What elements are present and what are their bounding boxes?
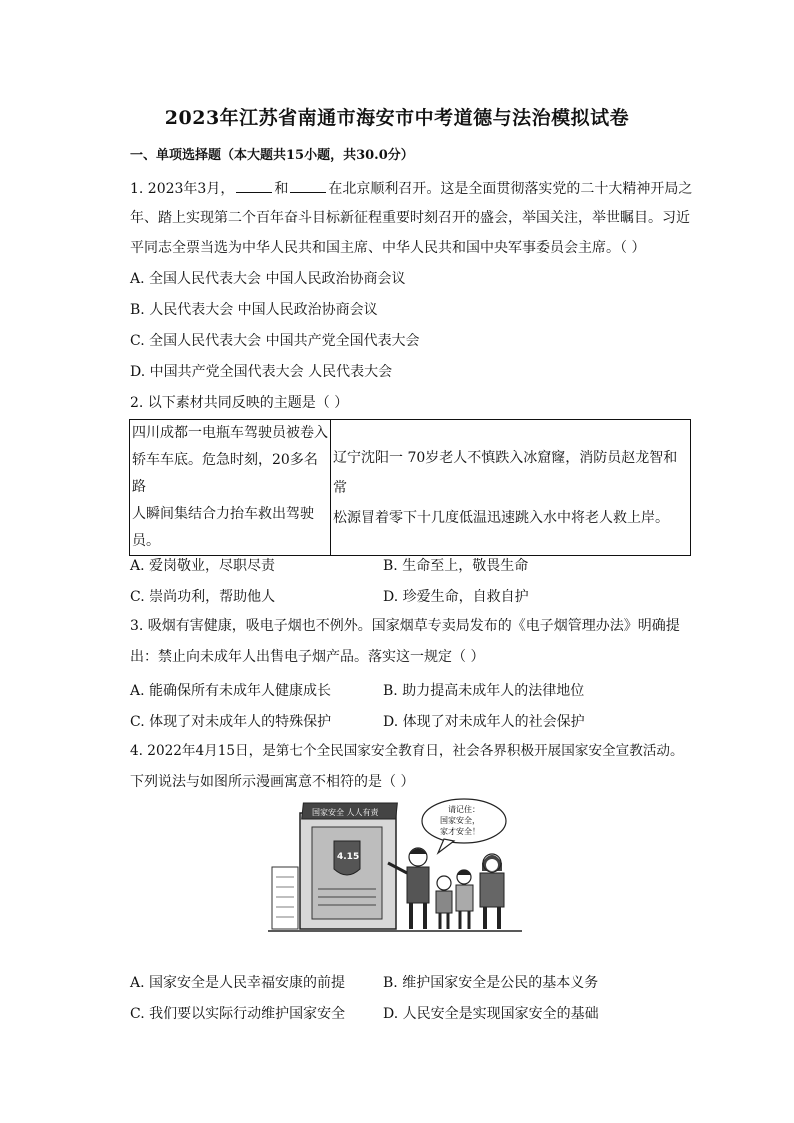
billboard-sign: 国家安全 人人有责	[312, 808, 379, 817]
page-title: 2023年江苏省南通市海安市中考道德与法治模拟试卷	[164, 107, 630, 129]
q1-text: 和	[274, 181, 289, 197]
answer-blank	[236, 178, 272, 193]
q1-text: 在北京顺利召开。这是全面贯彻落实党的二十大精神开局之	[328, 181, 693, 197]
answer-blank	[290, 178, 326, 193]
q4-option-a: A. 国家安全是人民幸福安康的前提	[130, 975, 346, 991]
q2-option-d: D. 珍爱生命，自救自护	[383, 589, 529, 605]
q2-stem: 2. 以下素材共同反映的主题是（ ）	[130, 395, 349, 411]
q3-option-a: A. 能确保所有未成年人健康成长	[130, 683, 332, 699]
q2-option-a: A. 爱岗敬业，尽职尽责	[130, 558, 276, 574]
q2-material-left	[130, 420, 331, 556]
material-text: 松源冒着零下十几度低温迅速跳入水中将老人救上岸。	[333, 509, 669, 526]
q4-option-b: B. 维护国家安全是公民的基本义务	[383, 975, 599, 991]
q4-option-c: C. 我们要以实际行动维护国家安全	[130, 1006, 346, 1022]
q4-option-d: D. 人民安全是实现国家安全的基础	[383, 1006, 599, 1022]
q1-line-1	[130, 178, 692, 199]
q1-line-3: 平同志全票当选为中华人民共和国主席、中华人民共和国中央军事委员会主席。（ ）	[130, 240, 646, 256]
q2-option-b: B. 生命至上，敬畏生命	[383, 558, 529, 574]
material-text: 人瞬间集结合力抬车救出驾驶员。	[132, 506, 314, 549]
billboard-date: 4.15	[337, 852, 360, 862]
q1-option-a: A. 全国人民代表大会 中国人民政治协商会议	[130, 271, 406, 287]
q4-line-1: 4. 2022年4月15日，是第七个全民国家安全教育日，社会各界积极开展国家安全宣教活动。	[130, 743, 684, 759]
material-text: 四川成都一电瓶车驾驶员被卷入	[132, 425, 328, 441]
q3-option-b: B. 助力提高未成年人的法律地位	[383, 683, 585, 699]
national-security-cartoon	[268, 797, 522, 935]
q2-material-right	[331, 420, 691, 556]
q3-option-c: C. 体现了对未成年人的特殊保护	[130, 714, 332, 730]
q3-line-2: 出：禁止向未成年人出售电子烟产品。落实这一规定（ ）	[130, 649, 485, 665]
bubble-text: 请记住：	[448, 805, 480, 814]
q1-option-c: C. 全国人民代表大会 中国共产党全国代表大会	[130, 333, 420, 349]
q4-line-2: 下列说法与如图所示漫画寓意不相符的是（ ）	[130, 774, 415, 790]
material-text: 辽宁沈阳一 70岁老人不慎跌入冰窟窿，消防员赵龙智和常	[333, 449, 678, 496]
q1-option-d: D. 中国共产党全国代表大会 人民代表大会	[130, 364, 393, 380]
q1-line-2: 年、踏上实现第二个百年奋斗目标新征程重要时刻召开的盛会，举国关注，举世瞩目。习近	[130, 210, 690, 226]
q3-line-1: 3. 吸烟有害健康，吸电子烟也不例外。国家烟草专卖局发布的《电子烟管理办法》明确提	[130, 618, 680, 634]
material-text: 轿车车底。危急时刻，20多名路	[132, 452, 318, 495]
bubble-text: 国家安全，	[440, 816, 480, 825]
q2-material-table	[129, 419, 691, 556]
q3-option-d: D. 体现了对未成年人的社会保护	[383, 714, 585, 730]
section-heading: 一、单项选择题（本大题共15小题，共30.0分）	[130, 148, 414, 163]
q2-option-c: C. 崇尚功利，帮助他人	[130, 589, 276, 605]
q1-text: 1. 2023年3月，	[130, 181, 235, 197]
q1-option-b: B. 人民代表大会 中国人民政治协商会议	[130, 302, 378, 318]
bubble-text: 家才安全！	[440, 827, 480, 836]
